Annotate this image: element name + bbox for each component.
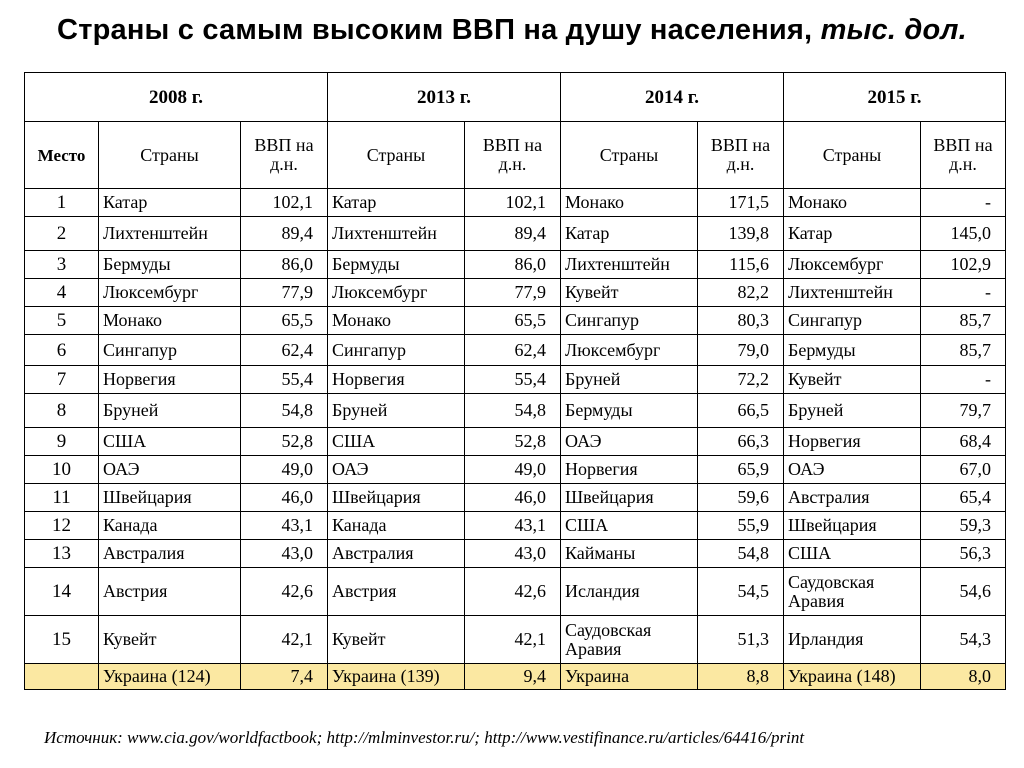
gdp-value-cell: 77,9 [465,279,561,307]
year-header: 2015 г. [784,73,1006,122]
table-row [25,189,1006,217]
gdp-value-cell: 8,8 [698,664,784,690]
country-cell: Катар [99,189,241,217]
country-header: Страны [784,122,921,189]
country-cell: Катар [561,217,698,251]
country-cell: Монако [784,189,921,217]
country-cell: Сингапур [99,335,241,366]
gdp-value-cell: 43,0 [241,540,328,568]
gdp-value-cell: 85,7 [921,307,1006,335]
country-cell: Австрия [328,568,465,616]
gdp-value-cell: 77,9 [241,279,328,307]
country-cell: Норвегия [328,366,465,394]
place-cell: 7 [25,366,99,394]
country-cell: Лихтенштейн [784,279,921,307]
table-row [25,456,1006,484]
gdp-value-cell: 66,3 [698,428,784,456]
table-row [25,279,1006,307]
table-row [25,484,1006,512]
country-cell: Кувейт [99,616,241,664]
country-cell: Швейцария [328,484,465,512]
gdp-value-cell: 42,6 [241,568,328,616]
country-cell: ОАЭ [561,428,698,456]
gdp-value-cell: 79,7 [921,394,1006,428]
gdp-value-cell: 55,4 [465,366,561,394]
table-row [25,540,1006,568]
country-cell: Швейцария [784,512,921,540]
country-cell: Австралия [784,484,921,512]
gdp-value-cell: - [921,366,1006,394]
table-row [25,568,1006,616]
country-cell: Бермуды [784,335,921,366]
gdp-value-cell: 59,6 [698,484,784,512]
ukraine-row [25,664,1006,690]
country-cell: США [561,512,698,540]
place-cell: 14 [25,568,99,616]
gdp-value-cell: 52,8 [241,428,328,456]
country-cell: Украина (148) [784,664,921,690]
gdp-value-cell: 171,5 [698,189,784,217]
gdp-value-cell: 51,3 [698,616,784,664]
place-cell: 12 [25,512,99,540]
table-row [25,366,1006,394]
gdp-value-cell: 54,8 [698,540,784,568]
country-cell: Монако [561,189,698,217]
gdp-value-cell: 72,2 [698,366,784,394]
place-cell: 9 [25,428,99,456]
place-header: Место [25,122,99,189]
country-cell: Бермуды [561,394,698,428]
country-cell: Бруней [99,394,241,428]
gdp-table [24,72,1006,690]
gdp-value-cell: 46,0 [241,484,328,512]
gdp-value-cell: 55,4 [241,366,328,394]
gdp-header: ВВП на д.н. [698,122,784,189]
gdp-value-cell: 56,3 [921,540,1006,568]
country-cell: Исландия [561,568,698,616]
gdp-value-cell: 62,4 [465,335,561,366]
country-cell: ОАЭ [328,456,465,484]
gdp-value-cell: 65,4 [921,484,1006,512]
country-cell: Монако [99,307,241,335]
gdp-value-cell: 9,4 [465,664,561,690]
country-cell: Канада [99,512,241,540]
gdp-value-cell: 65,5 [241,307,328,335]
gdp-value-cell: 55,9 [698,512,784,540]
country-cell: США [328,428,465,456]
gdp-value-cell: - [921,189,1006,217]
gdp-value-cell: 115,6 [698,251,784,279]
place-cell: 5 [25,307,99,335]
country-cell: Норвегия [561,456,698,484]
country-cell: Норвегия [99,366,241,394]
country-cell: Люксембург [784,251,921,279]
gdp-value-cell: 43,0 [465,540,561,568]
place-cell: 4 [25,279,99,307]
gdp-value-cell: 46,0 [465,484,561,512]
table-row [25,616,1006,664]
country-cell: Монако [328,307,465,335]
country-cell: Бермуды [99,251,241,279]
table-row [25,512,1006,540]
country-cell: США [99,428,241,456]
place-cell: 15 [25,616,99,664]
gdp-value-cell: 86,0 [465,251,561,279]
gdp-value-cell: 54,6 [921,568,1006,616]
gdp-value-cell: 54,5 [698,568,784,616]
country-cell: Бермуды [328,251,465,279]
country-cell: Лихтенштейн [99,217,241,251]
gdp-value-cell: 54,8 [465,394,561,428]
title-main: Страны с самым высоким ВВП на душу населения, [57,14,813,46]
country-cell: Саудовская Аравия [561,616,698,664]
year-header: 2014 г. [561,73,784,122]
gdp-value-cell: 42,6 [465,568,561,616]
gdp-value-cell: 82,2 [698,279,784,307]
country-cell: Люксембург [99,279,241,307]
gdp-value-cell: 54,3 [921,616,1006,664]
table-row [25,335,1006,366]
place-cell: 10 [25,456,99,484]
country-header: Страны [99,122,241,189]
source-note: Источник: www.cia.gov/worldfactbook; http://mlminvestor.ru/; http://www.vestifinance.ru/articles/64416/print [44,728,805,747]
gdp-value-cell: 86,0 [241,251,328,279]
country-cell: Сингапур [784,307,921,335]
place-cell [25,664,99,690]
country-cell: Катар [784,217,921,251]
country-cell: Швейцария [99,484,241,512]
gdp-value-cell: 85,7 [921,335,1006,366]
country-cell: Кайманы [561,540,698,568]
gdp-header: ВВП на д.н. [465,122,561,189]
gdp-value-cell: 80,3 [698,307,784,335]
table-row [25,428,1006,456]
table-row [25,394,1006,428]
page-title [0,14,1024,47]
country-cell: Бруней [328,394,465,428]
table-row [25,307,1006,335]
gdp-value-cell: 66,5 [698,394,784,428]
country-cell: Лихтенштейн [561,251,698,279]
gdp-value-cell: 52,8 [465,428,561,456]
place-cell: 13 [25,540,99,568]
country-cell: Канада [328,512,465,540]
place-cell: 3 [25,251,99,279]
gdp-value-cell: 43,1 [241,512,328,540]
year-header-row [25,73,1006,122]
country-cell: Украина (124) [99,664,241,690]
gdp-header: ВВП на д.н. [921,122,1006,189]
gdp-value-cell: 89,4 [241,217,328,251]
gdp-value-cell: 102,1 [241,189,328,217]
gdp-value-cell: 102,1 [465,189,561,217]
country-cell: Украина [561,664,698,690]
year-header: 2013 г. [328,73,561,122]
gdp-value-cell: 8,0 [921,664,1006,690]
table-row [25,251,1006,279]
country-cell: Кувейт [328,616,465,664]
place-cell: 11 [25,484,99,512]
title-unit: тыс. дол. [820,14,967,46]
gdp-value-cell: 68,4 [921,428,1006,456]
gdp-value-cell: 43,1 [465,512,561,540]
country-cell: Норвегия [784,428,921,456]
country-cell: Швейцария [561,484,698,512]
place-cell: 6 [25,335,99,366]
country-cell: Австрия [99,568,241,616]
gdp-value-cell: - [921,279,1006,307]
country-cell: Лихтенштейн [328,217,465,251]
country-cell: Сингапур [328,335,465,366]
gdp-value-cell: 49,0 [241,456,328,484]
gdp-value-cell: 65,5 [465,307,561,335]
country-cell: Сингапур [561,307,698,335]
country-cell: Кувейт [784,366,921,394]
gdp-value-cell: 49,0 [465,456,561,484]
country-cell: Катар [328,189,465,217]
country-cell: Ирландия [784,616,921,664]
gdp-value-cell: 79,0 [698,335,784,366]
gdp-value-cell: 67,0 [921,456,1006,484]
gdp-value-cell: 7,4 [241,664,328,690]
country-cell: Саудовская Аравия [784,568,921,616]
place-cell: 8 [25,394,99,428]
year-header: 2008 г. [25,73,328,122]
gdp-value-cell: 42,1 [241,616,328,664]
gdp-header: ВВП на д.н. [241,122,328,189]
country-cell: Украина (139) [328,664,465,690]
gdp-value-cell: 62,4 [241,335,328,366]
place-cell: 2 [25,217,99,251]
gdp-value-cell: 145,0 [921,217,1006,251]
country-header: Страны [561,122,698,189]
column-header-row [25,122,1006,189]
gdp-value-cell: 102,9 [921,251,1006,279]
place-cell: 1 [25,189,99,217]
gdp-value-cell: 54,8 [241,394,328,428]
country-cell: США [784,540,921,568]
table-row [25,217,1006,251]
gdp-value-cell: 59,3 [921,512,1006,540]
gdp-value-cell: 42,1 [465,616,561,664]
country-cell: Бруней [561,366,698,394]
gdp-value-cell: 139,8 [698,217,784,251]
country-cell: Люксембург [328,279,465,307]
country-header: Страны [328,122,465,189]
country-cell: Бруней [784,394,921,428]
country-cell: Люксембург [561,335,698,366]
gdp-value-cell: 89,4 [465,217,561,251]
country-cell: ОАЭ [784,456,921,484]
country-cell: Австралия [328,540,465,568]
country-cell: Австралия [99,540,241,568]
country-cell: ОАЭ [99,456,241,484]
country-cell: Кувейт [561,279,698,307]
gdp-value-cell: 65,9 [698,456,784,484]
table-body [25,189,1006,690]
